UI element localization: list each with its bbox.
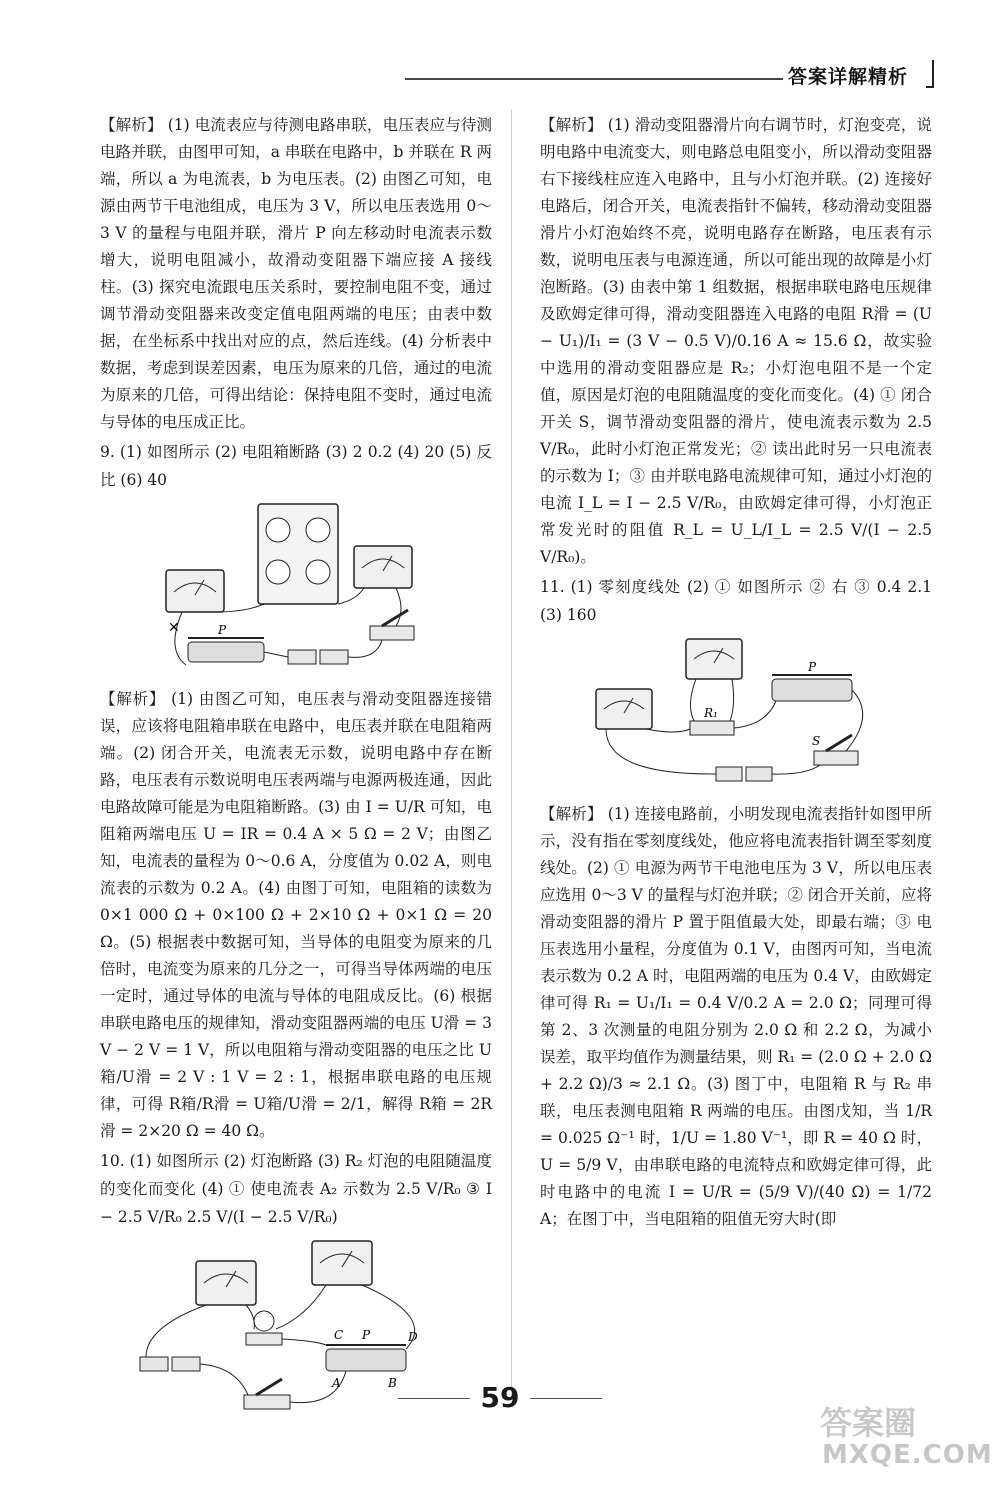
page-number: 59 bbox=[480, 1381, 520, 1414]
circuit-figure-9 bbox=[146, 500, 446, 680]
label-b: B bbox=[388, 1376, 397, 1390]
circuit-diagram-9 bbox=[146, 500, 446, 680]
answer-11: 11. (1) 零刻度线处 (2) ① 如图所示 ② 右 ③ 0.4 2.1 (3) 160 bbox=[540, 578, 932, 624]
label-p: P bbox=[808, 660, 817, 674]
analysis-paragraph-8: 【解析】 (1) 电流表应与待测电路串联，电压表应与待测电路并联，由图甲可知，a 串联在电路中，b 并联在 R 两端，所以 a 为电流表，b 为电压表。(2) 由图乙可知，电源由两节干电池组成，电压为 3 V，所以电压表选用 0～3 V 的量程与电阻并联，滑片 P 向左移动时电流表示数增大，说明电阻减小，故滑动变阻器下端应接 A 接线柱。(3) 探究电流跟电压关系时，要控制电阻不变，通过调节滑动变阻器来改变定值电阻两端的电压；由表中数据，在坐标系中找出对应的点，然后连线。(4) 分析表中数据，考虑到误差因素，电压为原来的几倍，通过的电流为原来的几倍，可得出结论：保持电阻不变时，通过电流与导体的电压成正比。 bbox=[100, 116, 492, 431]
label-a: A bbox=[332, 1376, 341, 1390]
watermark-logo: 答案圈 bbox=[820, 1404, 917, 1442]
label-c: C bbox=[334, 1328, 344, 1342]
label-r1: R₁ bbox=[704, 706, 718, 720]
answer-9: 9. (1) 如图所示 (2) 电阻箱断路 (3) 2 0.2 (4) 20 (5) 反比 (6) 40 bbox=[100, 443, 492, 489]
label-p: P bbox=[218, 623, 227, 637]
analysis-paragraph-10: 【解析】 (1) 滑动变阻器滑片向右调节时，灯泡变亮，说明电路中电流变大，则电路总电阻变小，所以滑动变阻器右下接线柱应连入电路中，且与小灯泡并联。(2) 连接好电路后，闭合开关，电流表指针不偏转，移动滑动变阻器滑片小灯泡始终不亮，说明电路存在断路，电压表有示数，说明电压表与电源连通，所以可能出现的故障是小灯泡断路。(3) 由表中第 1 组数据，根据串联电路电压规律及欧姆定律可得，滑动变阻器连入电路的电阻 R滑 = (U − U₁)/I₁ = (3 V − 0.5 V)/0.16 A ≈ 15.6 Ω，故实验中选用的滑动变阻器应是 R₂；小灯泡电阻不是一个定值，原因是灯泡的电阻随温度的变化而变化。(4) ① 闭合开关 S，调节滑动变阻器的滑片，使电流表示数为 2.5 V/R₀，此时小灯泡正常发光；② 读出此时另一只电流表的示数为 I；③ 由并联电路电流规律可知，通过小灯泡的电流 I_L = I − 2.5 V/R₀，由欧姆定律可得，小灯泡正常发光时的阻值 R_L = U_L/I_L = 2.5 V/(I − 2.5 V/R₀)。 bbox=[540, 116, 932, 566]
left-column bbox=[100, 112, 492, 1433]
right-column bbox=[540, 112, 932, 1235]
watermark-url: MXQE.COM bbox=[822, 1440, 993, 1470]
label-d: D bbox=[408, 1330, 418, 1344]
header-title: 答案详解精析 bbox=[788, 66, 909, 88]
label-s: S bbox=[812, 734, 821, 748]
answer-10: 10. (1) 如图所示 (2) 灯泡断路 (3) R₂ 灯泡的电阻随温度的变化而变化 (4) ① 使电流表 A₂ 示数为 2.5 V/R₀ ③ I − 2.5 V/R₀ 2.5 V/(I − 2.5 V/R₀) bbox=[100, 1152, 492, 1226]
column-divider bbox=[511, 110, 512, 1395]
svg-text:✕: ✕ bbox=[168, 620, 180, 636]
page-number-rule-right bbox=[530, 1398, 602, 1399]
analysis-paragraph-11: 【解析】 (1) 连接电路前，小明发现电流表指针如图甲所示，没有指在零刻度线处，他应将电流表指针调至零刻度线处。(2) ① 电源为两节干电池电压为 3 V，所以电压表应选用 0～3 V 的量程与灯泡并联；② 闭合开关前，应将滑动变阻器的滑片 P 置于阻值最大处，即最右端；③ 电压表选用小量程，分度值为 0.1 V，由图丙可知，当电流表示数为 0.2 A 时，电阻两端的电压为 0.4 V，由欧姆定律可得 R₁ = U₁/I₁ = 0.4 V/0.2 A = 2.0 Ω；同理可得第 2、3 次测量的电阻分别为 2.0 Ω 和 2.2 Ω，为减小误差，取平均值作为测量结果，则 R₁ = (2.0 Ω + 2.0 Ω + 2.2 Ω)/3 ≈ 2.1 Ω。(3) 图丁中，电阻箱 R 与 R₂ 串联，电压表测电阻箱 R 两端的电压。由图戊知，当 1/R = 0.025 Ω⁻¹ 时，1/U = 1.80 V⁻¹，即 R = 40 Ω 时，U = 5/9 V，由串联电路的电流特点和欧姆定律可得，此时电路中的电流 I = U/R = (5/9 V)/(40 Ω) = 1/72 A；在图丁中，当电阻箱的阻值无穷大时(即 bbox=[540, 805, 932, 1228]
header-rule bbox=[405, 78, 783, 80]
header-bracket bbox=[926, 60, 934, 88]
label-p: P bbox=[362, 1328, 371, 1342]
circuit-diagram-11 bbox=[586, 635, 886, 795]
analysis-paragraph-9: 【解析】 (1) 由图乙可知，电压表与滑动变阻器连接错误，应该将电阻箱串联在电路中，电压表并联在电阻箱两端。(2) 闭合开关，电流表无示数，说明电路中存在断路，电压表有示数说明电压表两端与电源两极连通，因此电路故障可能是为电阻箱断路。(3) 由 I = U/R 可知，电阻箱两端电压 U = IR = 0.4 A × 5 Ω = 2 V；由图乙知，电流表的量程为 0～0.6 A，分度值为 0.02 A，则电流表的示数为 0.2 A。(4) 由图丁可知，电阻箱的读数为 0×1 000 Ω + 0×100 Ω + 2×10 Ω + 0×1 Ω = 20 Ω。(5) 根据表中数据可知，当导体的电阻变为原来的几倍时，电流变为原来的几分之一，可得当导体两端的电压一定时，通过导体的电流与导体的电阻成反比。(6) 根据串联电路电压的规律知，滑动变阻器两端的电压 U滑 = 3 V − 2 V = 1 V，所以电阻箱与滑动变阻器的电压之比 U箱/U滑 = 2 V : 1 V = 2 : 1，根据串联电路的电压规律，可得 R箱/R滑 = U箱/U滑 = 2/1，解得 R箱 = 2R滑 = 2×20 Ω = 40 Ω。 bbox=[100, 690, 492, 1140]
circuit-figure-11 bbox=[586, 635, 886, 795]
